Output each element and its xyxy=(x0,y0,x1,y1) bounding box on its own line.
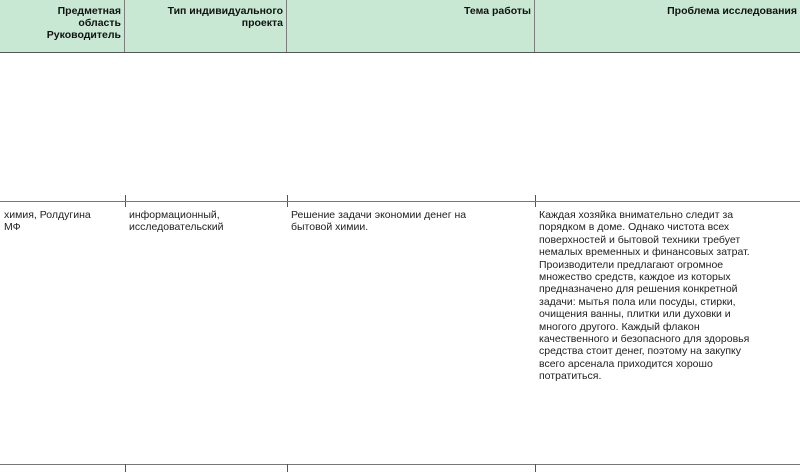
grid-line-row-bottom xyxy=(0,464,800,465)
cell-problem[interactable] xyxy=(539,209,784,383)
grid-tick-5 xyxy=(287,464,288,472)
cell-problem-line-13: всего арсенала приходится хорошо xyxy=(539,357,713,370)
cell-topic-line-2: бытовой химии. xyxy=(291,221,369,234)
header-topic-label: Тема работы xyxy=(464,5,531,17)
cell-project-type[interactable] xyxy=(129,209,284,234)
cell-subject[interactable] xyxy=(4,209,122,234)
cell-problem-line-9: очищения ванны, плитки или духовки и xyxy=(539,308,731,321)
cell-subject-line-1: химия, Ролдугина xyxy=(4,209,91,221)
header-subject[interactable] xyxy=(0,0,125,52)
header-problem[interactable] xyxy=(536,0,800,52)
grid-tick-4 xyxy=(125,464,126,472)
cell-problem-line-12: средства стоит денег, поэтому на закупку xyxy=(539,345,741,358)
grid-line-row-top xyxy=(0,201,800,202)
cell-problem-line-8: задачи: мытья пола или посуды, стирки, xyxy=(539,295,736,308)
cell-problem-line-3: поверхностей и бытовой техники требует xyxy=(539,233,741,246)
cell-problem-line-1: Каждая хозяйка внимательно следит за xyxy=(539,209,734,221)
grid-tick-6 xyxy=(535,464,536,472)
header-project-type[interactable] xyxy=(126,0,287,52)
header-topic[interactable] xyxy=(288,0,535,52)
cell-project-type-line-1: информационный, xyxy=(129,209,220,221)
cell-project-type-line-2: исследовательский xyxy=(129,221,224,234)
cell-problem-line-2: порядком в доме. Однако чистота всех xyxy=(539,221,730,234)
cell-topic[interactable] xyxy=(291,209,531,234)
header-project-type-line-2: проекта xyxy=(241,17,283,29)
cell-problem-line-6: множество средств, каждое из которых xyxy=(539,271,731,284)
header-problem-label: Проблема исследования xyxy=(667,5,797,17)
header-project-type-line-1: Тип индивидуального xyxy=(167,5,283,17)
grid-line-header-bottom xyxy=(0,52,800,53)
table-header xyxy=(0,0,800,52)
cell-problem-line-4: немалых временных и финансовых затрат. xyxy=(539,246,750,259)
header-subject-line-1: Предметная xyxy=(57,5,121,17)
cell-problem-line-10: многого другого. Каждый флакон xyxy=(539,320,700,333)
cell-topic-line-1: Решение задачи экономии денег на xyxy=(291,209,467,221)
cell-problem-line-7: предназначено для решения конкретной xyxy=(539,283,738,296)
header-subject-line-2: область xyxy=(78,17,121,29)
cell-subject-line-2: МФ xyxy=(4,221,21,234)
header-subject-line-3: Руководитель xyxy=(46,29,121,41)
cell-problem-line-14: потратиться. xyxy=(539,370,602,383)
cell-problem-line-5: Производители предлагают огромное xyxy=(539,258,724,271)
cell-problem-line-11: качественного и безопасного для здоровья xyxy=(539,333,750,346)
